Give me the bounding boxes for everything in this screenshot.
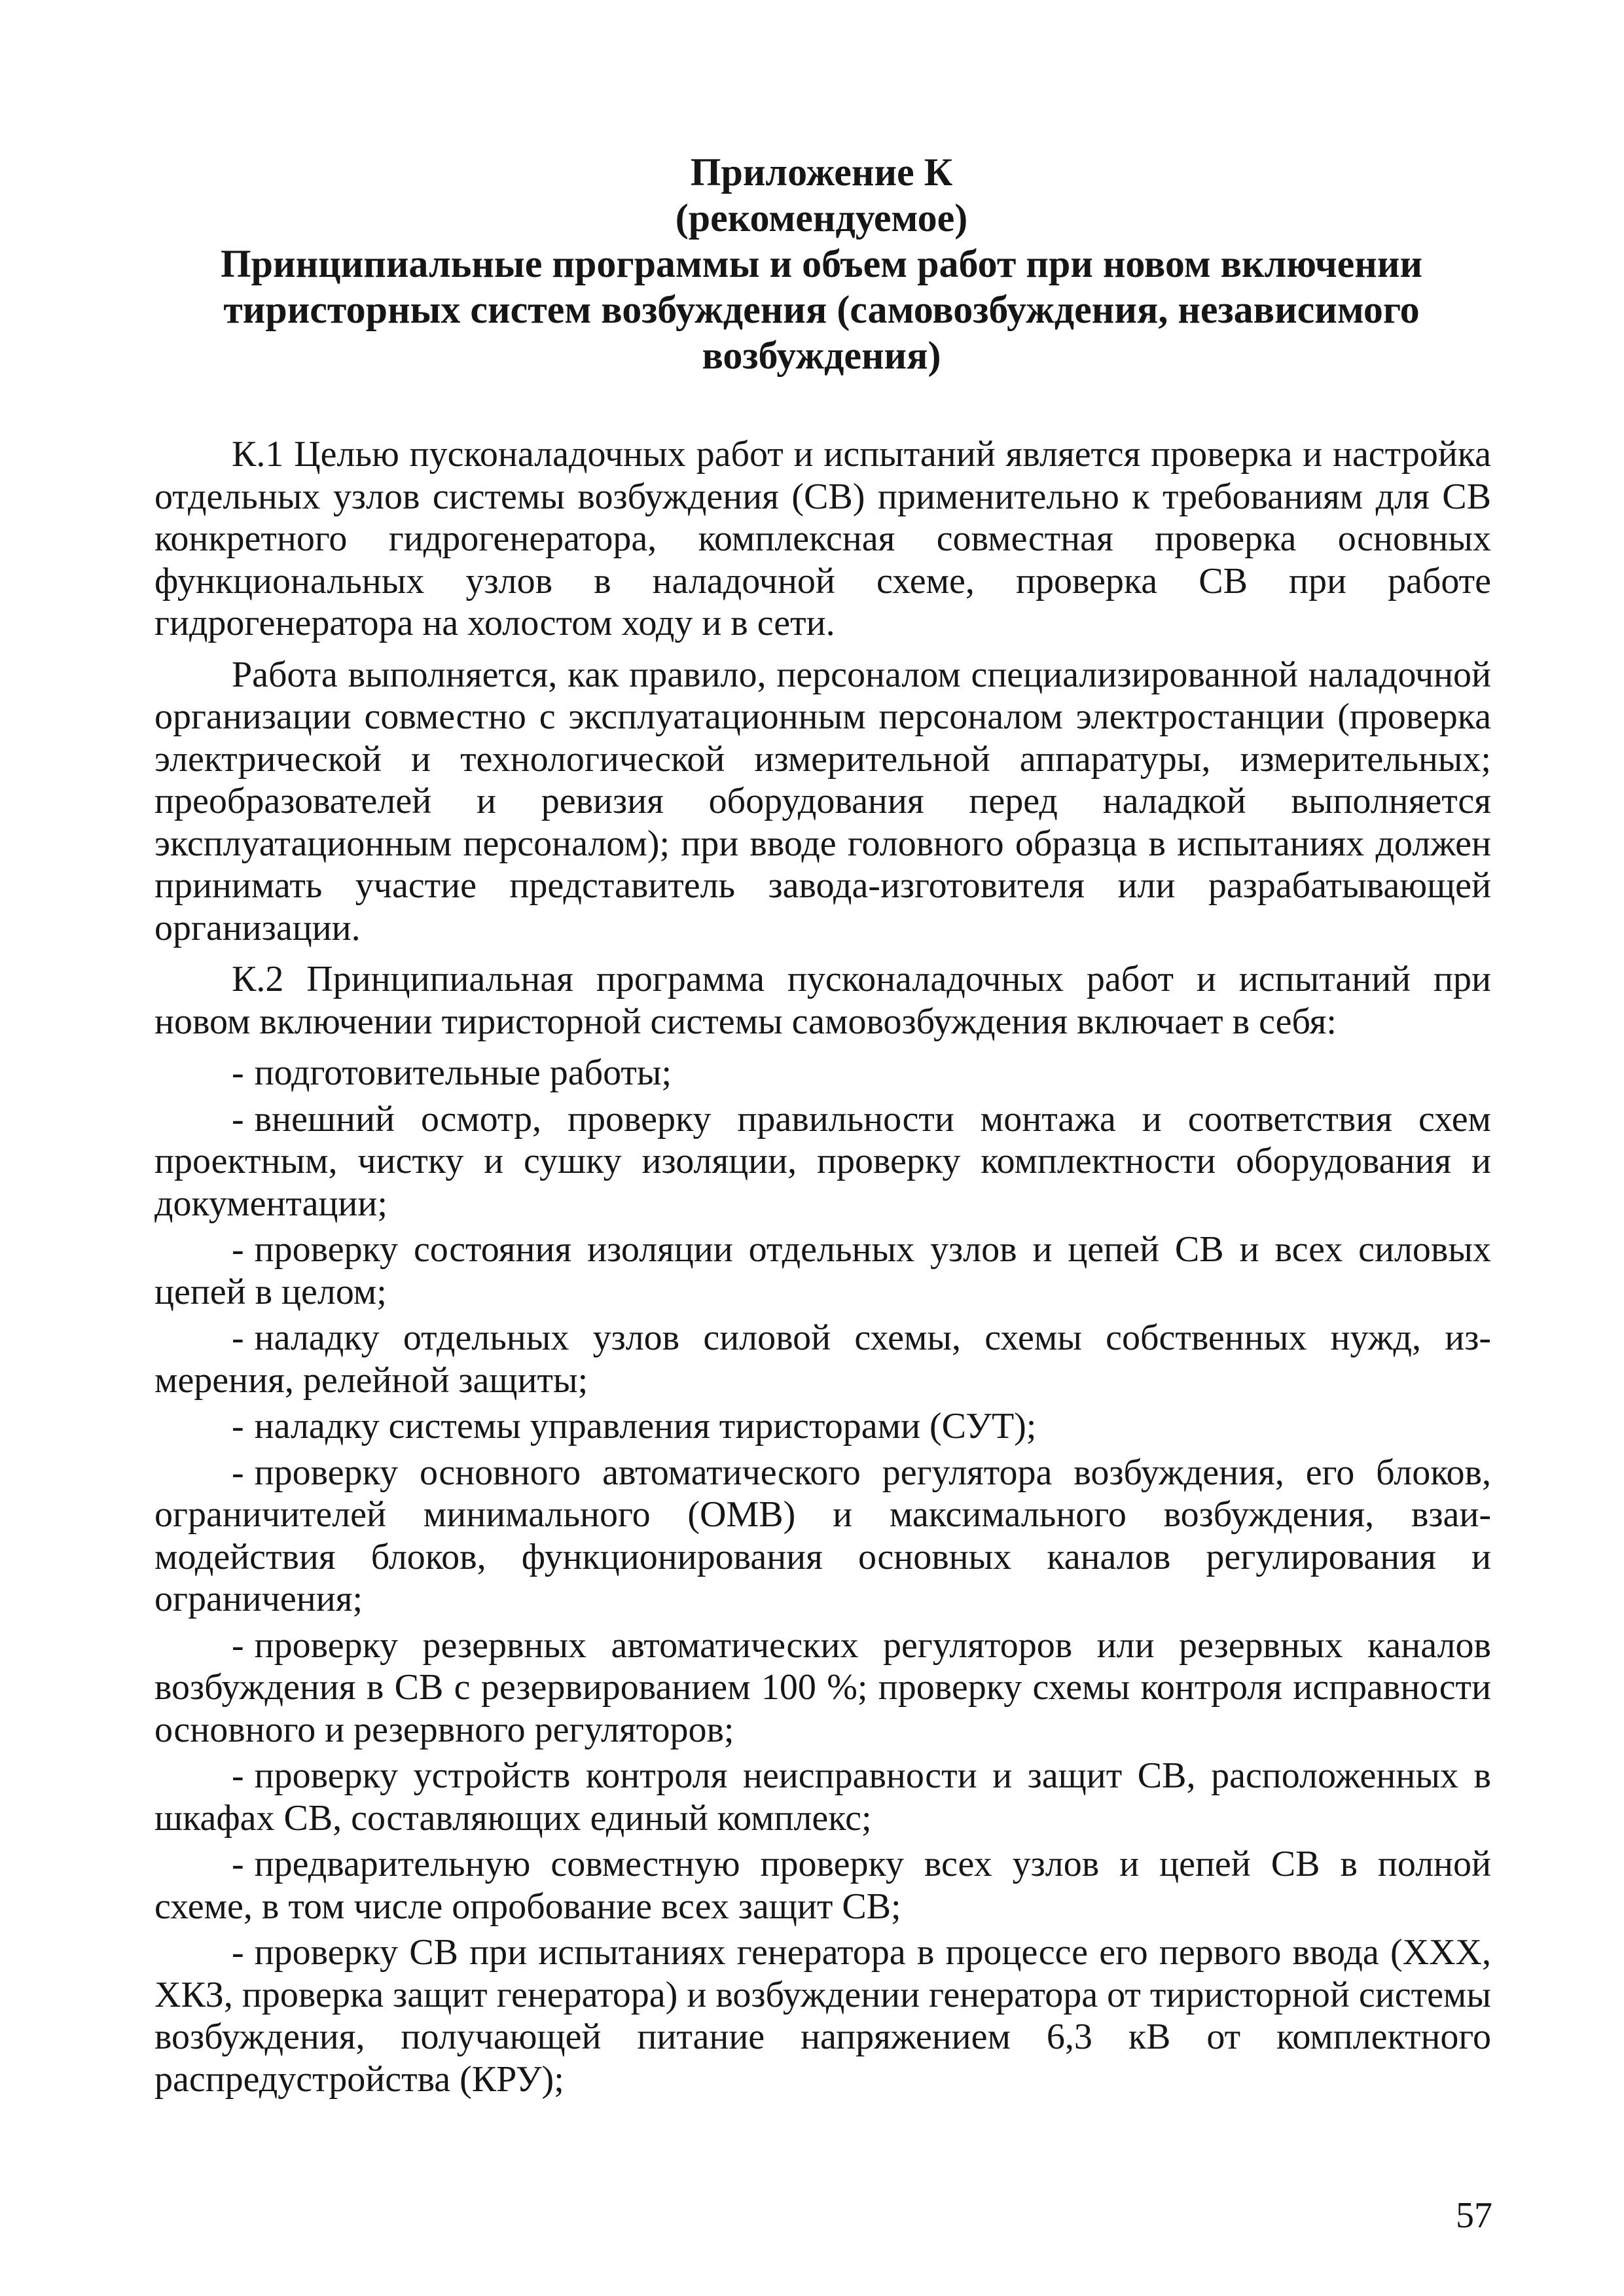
paragraph-k1: К.1 Целью пусконаладочных работ и испытаний является проверка и настройка отдельных узлов системы возбуждения (СВ) применительно к требованиям для СВ конкретного гидрогенератора, комплексная совместная проверка основных функциональных узлов в наладочной схеме, проверка СВ при работе гидрогенератора на холостом ходу и в сети. xyxy=(154,434,1491,643)
list-item: - подготовительные работы; xyxy=(232,1052,672,1093)
list-marker: - xyxy=(232,1844,244,1884)
list-item: - наладку отдельных узлов силовой схемы, схемы собственных нужд, измерения, релейной защиты; xyxy=(154,1318,1491,1401)
document-body xyxy=(154,433,1491,2104)
list-item: - проверку резервных автоматических регуляторов или резервных каналов возбуждения в СВ с резервированием 100 %; проверку схемы контроля исправности основного и резервного регуляторов; xyxy=(154,1624,1491,1750)
list-marker: - xyxy=(232,1932,244,1973)
list-item: - проверку устройств контроля неисправности и защит СВ, расположенных в шкафах СВ, составляющих единый комплекс; xyxy=(154,1755,1491,1839)
list-item: - проверку основного автоматического регулятора возбуждения, его блоков, ограничителей минимального (ОМВ) и максимального возбуждения, взаимодействия блоков, функционирования основных каналов регулирования и ограничения; xyxy=(154,1452,1491,1619)
program-list xyxy=(154,1052,1491,2100)
list-marker: - xyxy=(232,1318,244,1358)
list-marker: - xyxy=(232,1052,244,1093)
appendix-heading xyxy=(151,149,1492,378)
list-item: - проверку состояния изоляции отдельных узлов и цепей СВ и всех силовых цепей в целом; xyxy=(154,1229,1491,1312)
page-number: 57 xyxy=(1456,2195,1492,2236)
appendix-status: (рекомендуемое) xyxy=(675,196,968,240)
appendix-subject-line-2: тиристорных систем возбуждения (самовозбуждения, независимого xyxy=(223,288,1420,331)
list-marker: - xyxy=(232,1755,244,1796)
list-marker: - xyxy=(232,1098,244,1139)
appendix-title: Приложение К xyxy=(690,151,953,194)
list-marker: - xyxy=(232,1229,244,1270)
list-item: - внешний осмотр, проверку правильности монтажа и соответствия схем проектным, чистку и сушку изоляции, проверку комплектности оборудования и документации; xyxy=(154,1098,1491,1224)
list-marker: - xyxy=(232,1406,244,1446)
list-item: - предварительную совместную проверку всех узлов и цепей СВ в полной схеме, в том числе опробование всех защит СВ; xyxy=(154,1844,1491,1927)
appendix-subject-line-3: возбуждения) xyxy=(702,334,941,377)
paragraph-k2: К.2 Принципиальная программа пусконаладочных работ и испытаний при новом включении тиристорной системы самовозбуждения включает в себя: xyxy=(154,959,1491,1042)
list-marker: - xyxy=(232,1624,244,1666)
appendix-subject-line-1: Принципиальные программы и объем работ при новом включении xyxy=(220,242,1423,285)
list-item: - наладку системы управления тиристорами (СУТ); xyxy=(232,1406,1037,1446)
list-item: - проверку СВ при испытаниях генератора в процессе его первого ввода (ХХХ, ХКЗ, проверка защит генератора) и возбуждении генератора от тиристорной системы возбуждения, получающей питание напряжением 6,3 кВ от комплектного распредустройства (КРУ); xyxy=(154,1932,1491,2100)
paragraph-work-execution: Работа выполняется, как правило, персоналом специализированной наладочной организации совместно с эксплуатационным персоналом электростанции (проверка электрической и технологической измерительной аппаратуры, измерительных; преобразователей и ревизия оборудования перед наладкой выполняется эксплуатационным персоналом); при вводе головного образца в испытаниях должен принимать участие представитель завода-изготовителя или разрабатывающей организации. xyxy=(154,654,1491,948)
list-marker: - xyxy=(232,1452,244,1493)
